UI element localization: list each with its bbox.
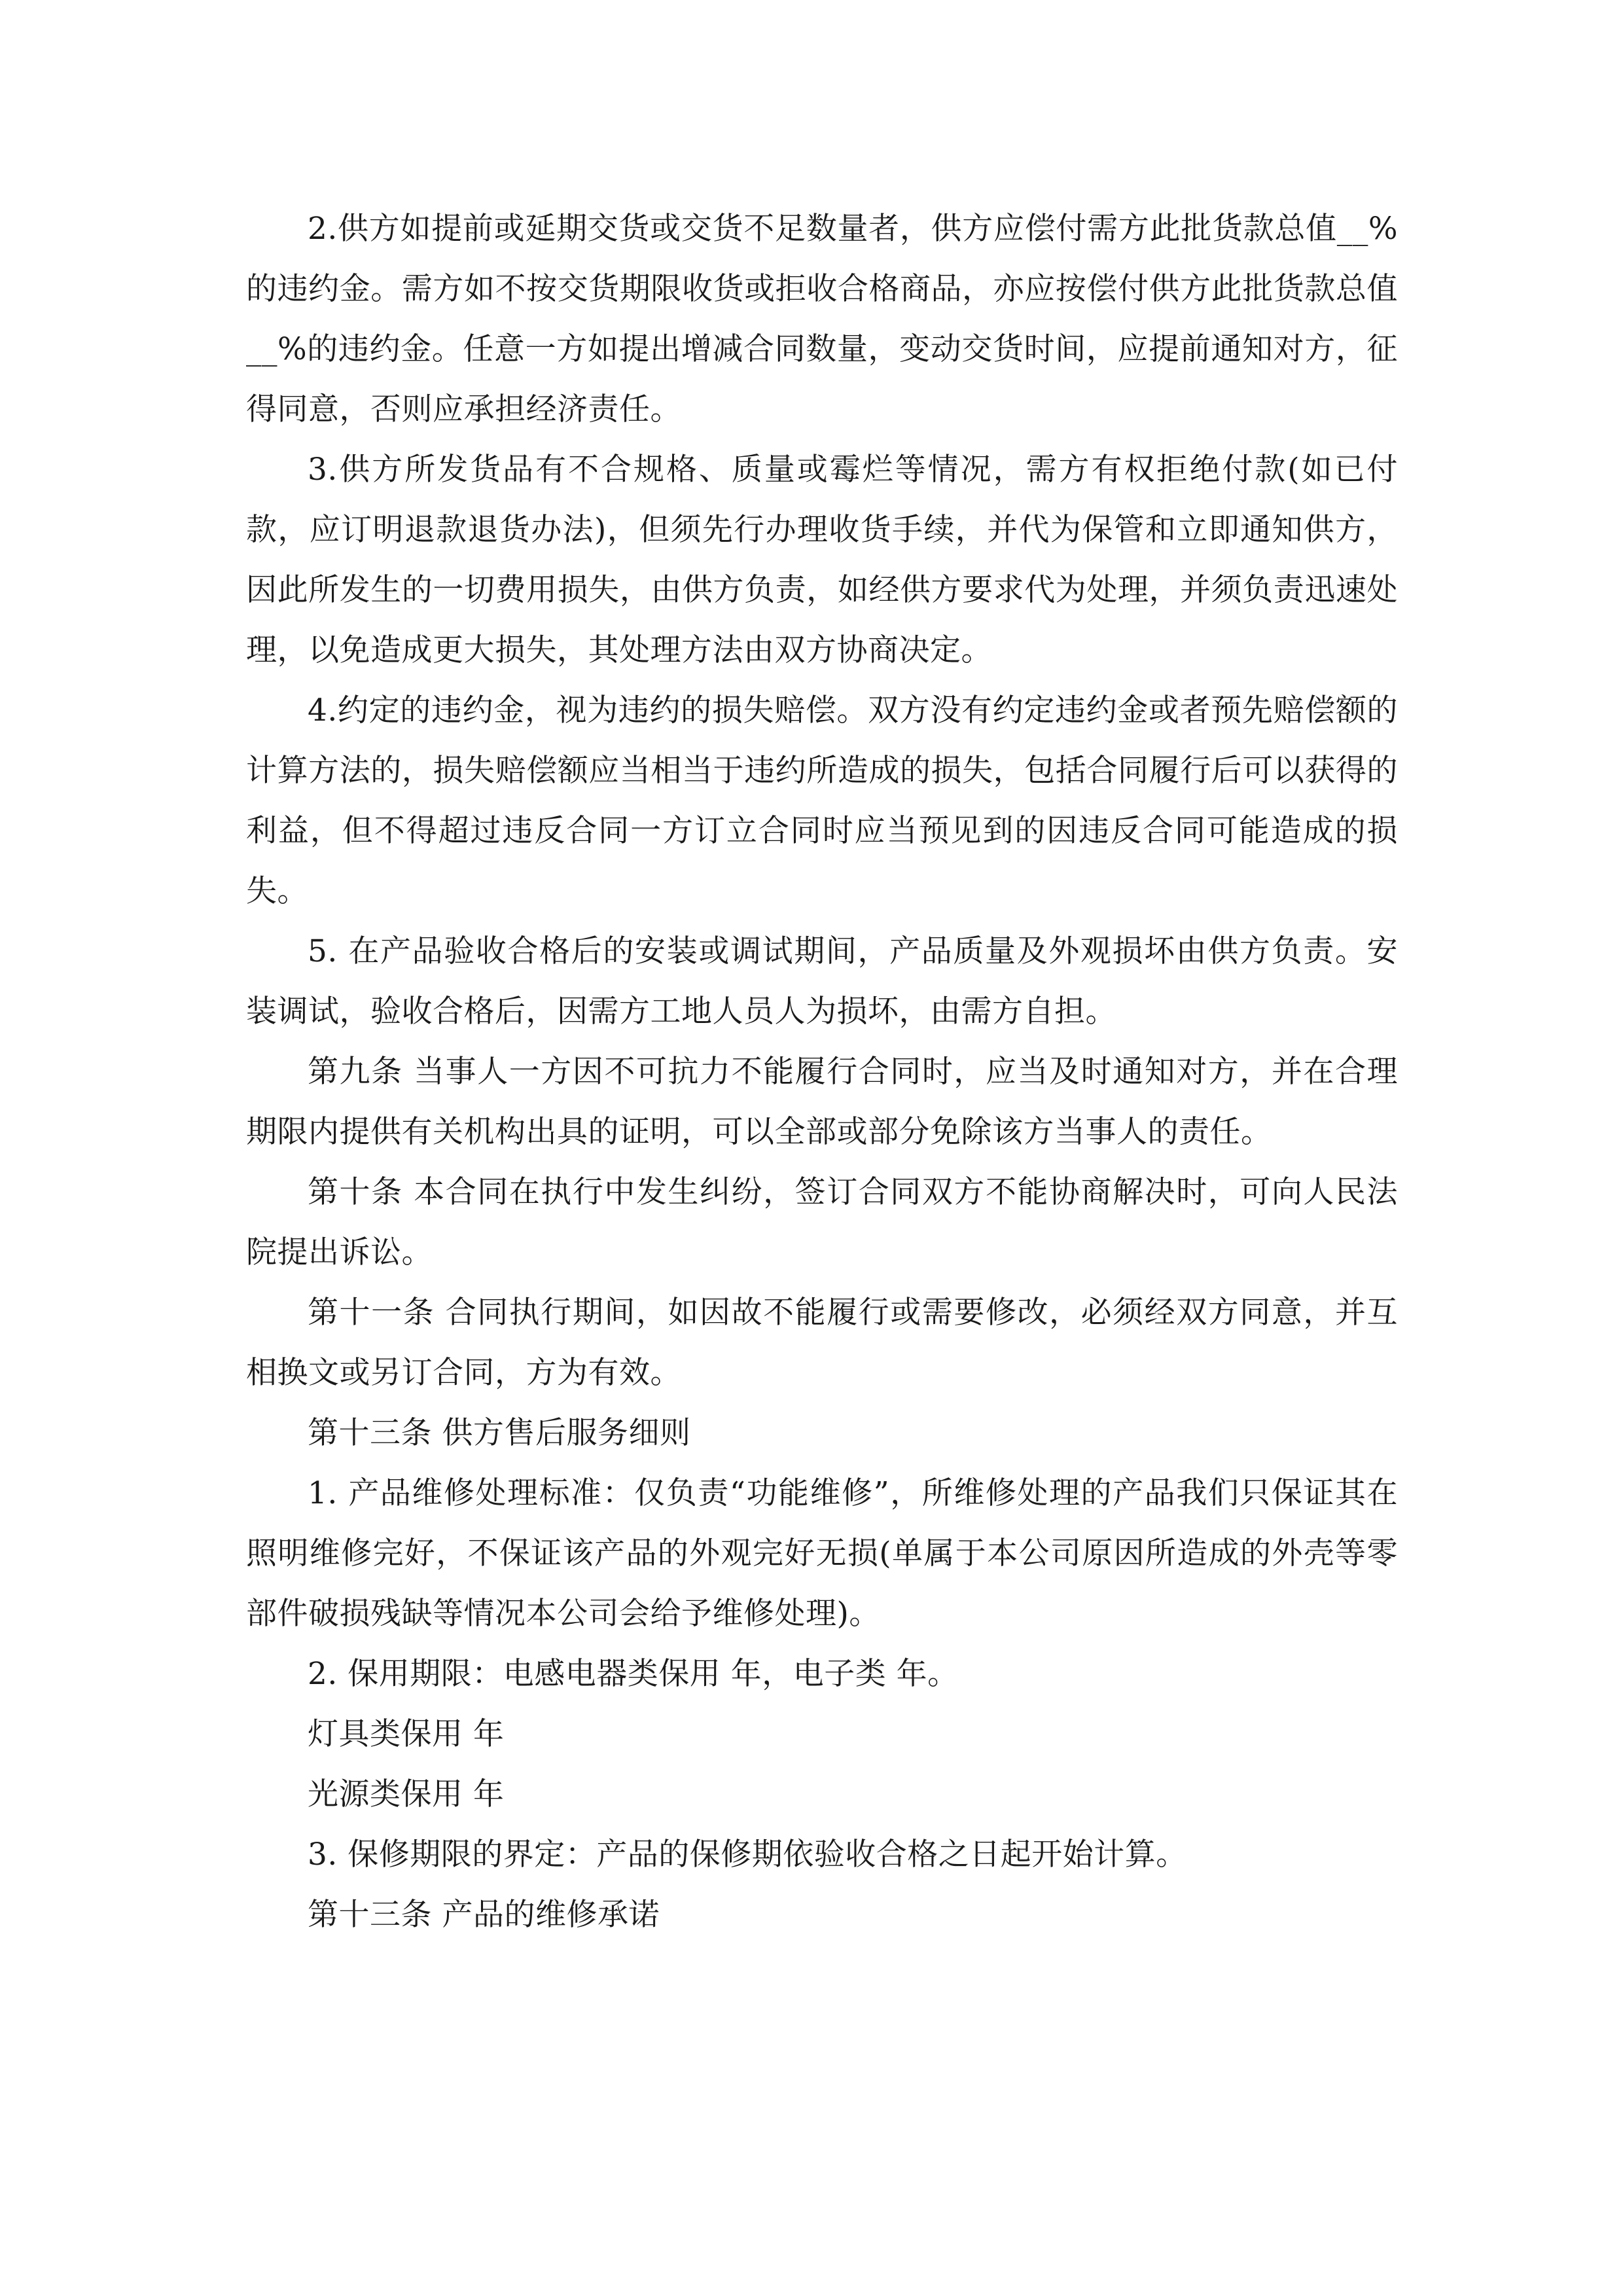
paragraph-nonconforming-goods: 3.供方所发货品有不合规格、质量或霉烂等情况，需方有权拒绝付款(如已付款，应订明退款退货办法)，但须先行办理收货手续，并代为保管和立即通知供方，因此所发生的一切费用损失，由供方负责，如经供方要求代为处理，并须负责迅速处理，以免造成更大损失，其处理方法由双方协商决定。 [246,452,1398,668]
paragraph-installation-damage: 5. 在产品验收合格后的安装或调试期间，产品质量及外观损坏由供方负责。安装调试，验收合格后，因需方工地人员人为损坏，由需方自担。 [246,933,1398,1030]
paragraph-late-delivery-penalty: 2.供方如提前或延期交货或交货不足数量者，供方应偿付需方此批货款总值__%的违约金。需方如不按交货期限收货或拒收合格商品，亦应按偿付供方此批货款总值__%的违约金。任意一方如提出增减合同数量，变动交货时间，应提前通知对方，征得同意，否则应承担经济责任。 [246,211,1398,427]
paragraph-article-9-force-majeure: 第九条 当事人一方因不可抗力不能履行合同时，应当及时通知对方，并在合理期限内提供有关机构出具的证明，可以全部或部分免除该方当事人的责任。 [246,1054,1398,1150]
heading-article-13-after-sales: 第十三条 供方售后服务细则 [308,1415,691,1451]
paragraph-repair-standard: 1. 产品维修处理标准：仅负责“功能维修”，所维修处理的产品我们只保证其在照明维修完好，不保证该产品的外观完好无损(单属于本公司原因所造成的外壳等零部件破损残缺等情况本公司会给予维修处理)。 [246,1475,1398,1632]
paragraph-warranty-period: 2. 保用期限：电感电器类保用 年，电子类 年。 [308,1656,959,1692]
paragraph-article-11-amendments: 第十一条 合同执行期间，如因故不能履行或需要修改，必须经双方同意，并互相换文或另订合同，方为有效。 [246,1295,1398,1391]
paragraph-article-10-disputes: 第十条 本合同在执行中发生纠纷，签订合同双方不能协商解决时，可向人民法院提出诉讼。 [246,1174,1398,1270]
paragraph-lamp-warranty: 灯具类保用 年 [308,1716,505,1752]
paragraph-liquidated-damages: 4.约定的违约金，视为违约的损失赔偿。双方没有约定违约金或者预先赔偿额的计算方法的，损失赔偿额应当相当于违约所造成的损失，包括合同履行后可以获得的利益，但不得超过违反合同一方订立合同时应当预见到的因违反合同可能造成的损失。 [246,692,1398,909]
document-body [246,199,1398,1945]
heading-article-13-repair-commitment: 第十三条 产品的维修承诺 [308,1897,660,1933]
paragraph-warranty-start: 3. 保修期限的界定：产品的保修期依验收合格之日起开始计算。 [308,1837,1187,1873]
paragraph-light-source-warranty: 光源类保用 年 [308,1776,505,1812]
